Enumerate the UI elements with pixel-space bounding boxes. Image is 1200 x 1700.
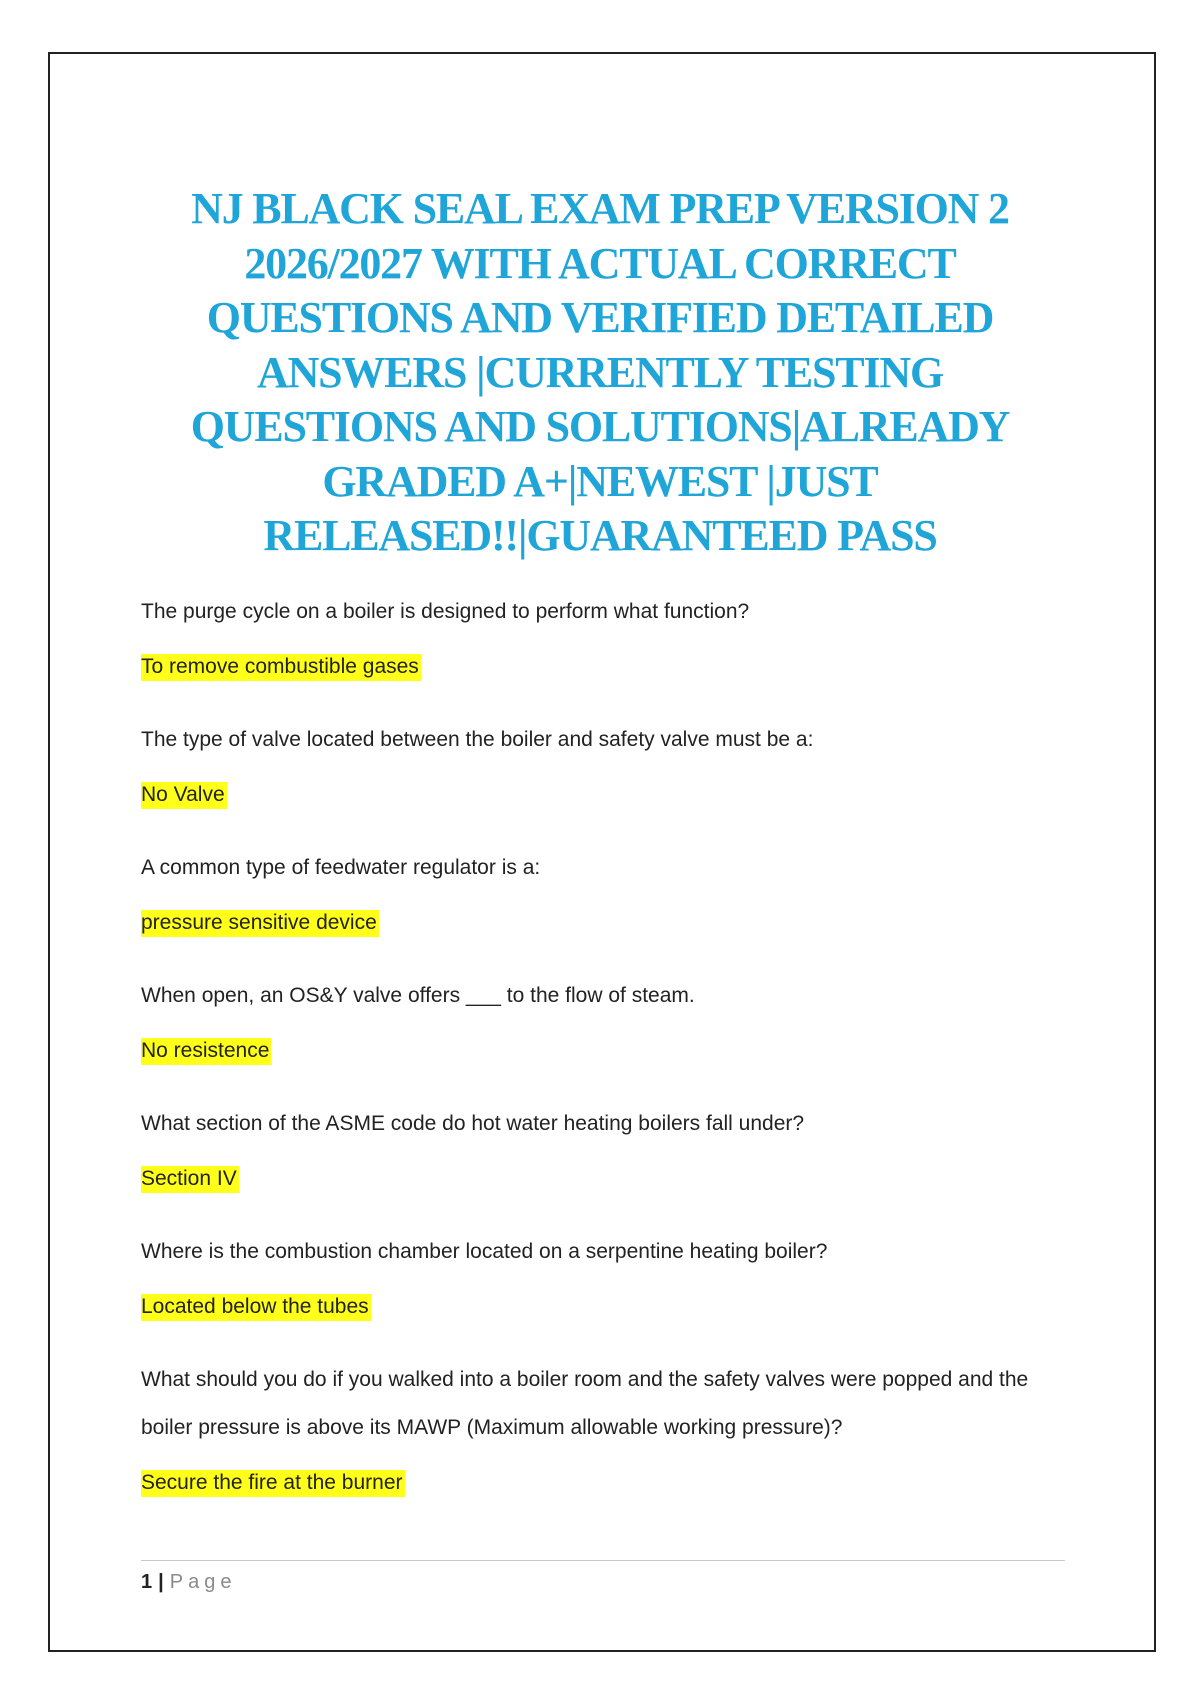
question-text: A common type of feedwater regulator is a: [141,856,541,879]
answer-text [141,1164,1081,1228]
answer-highlight: Located below the tubes [141,1294,371,1321]
answer-highlight: Section IV [141,1166,239,1193]
question-text: Where is the combustion chamber located on a serpentine heating boiler? [141,1240,828,1263]
answer-text [141,780,1081,844]
footer-separator: | [158,1571,164,1593]
answer-text [141,908,1081,972]
answer-text [141,1292,1081,1356]
question-text: The type of valve located between the boiler and safety valve must be a: [141,728,814,751]
page-label: Page [169,1571,237,1593]
answer-highlight: No resistence [141,1038,271,1065]
answer-highlight: Secure the fire at the burner [141,1470,405,1497]
answer-text [141,1468,1081,1532]
answer-text [141,1036,1081,1100]
page-number: 1 [141,1571,153,1593]
question-text: The purge cycle on a boiler is designed to perform what function? [141,600,750,623]
footer-divider [141,1560,1065,1561]
page-footer [141,1568,236,1596]
question-text: What should you do if you walked into a boiler room and the safety valves were popped and the boiler pressure is above its MAWP (Maximum allowable working pressure)? [141,1368,1029,1439]
answer-text [141,652,1081,716]
question-text: When open, an OS&Y valve offers ___ to the flow of steam. [141,984,695,1007]
answer-highlight: No Valve [141,782,227,809]
question-text: What section of the ASME code do hot water heating boilers fall under? [141,1112,805,1135]
document-title: NJ BLACK SEAL EXAM PREP VERSION 2 2026/2027 WITH ACTUAL CORRECT QUESTIONS AND VERIFIED DETAILED ANSWERS |CURRENTLY TESTING QUESTIONS AND SOLUTIONS|ALREADY GRADED A+|NEWEST |JUST RELEASED!!|GUARANTEED PASS [190,184,1010,560]
answer-highlight: To remove combustible gases [141,654,421,681]
question-answer-list [141,588,1081,1532]
answer-highlight: pressure sensitive device [141,910,379,937]
